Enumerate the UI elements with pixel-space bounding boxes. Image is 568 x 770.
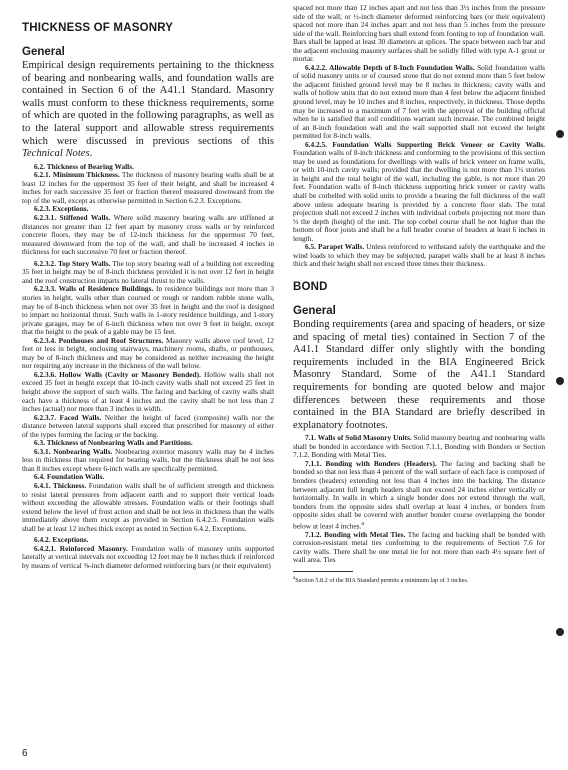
para-6-5: 6.5. Parapet Walls. Unless reinforced to withstand safely the earthquake and the wind loads to which they may be subjected, parapet walls shall be at least 8 inches thick and their height shall not exceed three times their thickness. xyxy=(293,242,545,269)
bond-title: BOND xyxy=(293,280,328,293)
para-6-2-3-7: 6.2.3.7. Faced Walls. Neither the height of faced (composite) walls nor the distance between lateral supports shall exceed that prescribed for masonry of either of the types forming the facing or the backing. xyxy=(22,412,274,439)
footnote: $^a$Section 5.8.2 of the BIA Standard permits a minimum lap of 3 inches. xyxy=(293,574,469,584)
para-6-2-3-4: 6.2.3.4. Penthouses and Roof Structures. Masonry walls above roof level, 12 feet or less in height, enclosing stairways, machinery rooms, shafts, or penthouses, may be of 8-inch thickness and may be considered as neither increasing the height nor requiring any increase in the thickness of the wall below. xyxy=(22,335,274,371)
para-6-2-1: 6.2.1. Minimum Thickness. The thickness of masonry bearing walls shall be at least 12 inches for the uppermost 35 feet of their height, and shall be increased 4 inches for each successive 35 feet or fraction thereof measured downward from the top of the wall, except as otherwise permitted in Section 6.2.3. Exceptions. xyxy=(22,170,274,205)
general-heading: General xyxy=(22,46,65,58)
para-7-1: 7.1. Walls of Solid Masonry Units. Solid masonry bearing and nonbearing walls shall be bonded in accordance with Section 7.1.1, Bonding with Bonders or Section 7.1.2. Bonding with Metal Ties. xyxy=(293,433,545,460)
section-title: THICKNESS OF MASONRY xyxy=(22,22,174,34)
para-6-4-2-1-continued: spaced not more than 12 inches apart and not less than 3½ inches from the pressure side of the wall; or ½-inch diameter deformed reinforcing bars (or their equivalent) spaced not more than 24 inches apart and not less than 5 inches from the pressure side of the wall. Reinforcing bars shall extend from footing to top of foundation wall. Bars shall be lapped at least 30 diameters at splices. The space between each bar and the adjacent enclosing masonry surfaces shall be solidly filled with type A-1 grout or mortar. xyxy=(293,3,545,64)
footnote-divider xyxy=(293,571,353,572)
para-6-2-3-6: 6.2.3.6. Hollow Walls (Cavity or Masonry Bonded). Hollow walls shall not exceed 35 feet in height except that 10-inch cavity walls shall not exceed 25 feet in height above the support of such walls. The facing and backing of cavity walls shall each have a thickness of at least 4 inches and the cavity shall be not less than 2 inches (actual) nor more than 3 inches in width. xyxy=(22,369,274,414)
para-6-4-2-1: 6.4.2.1. Reinforced Masonry. Foundation walls of masonry units supported laterally at vertical intervals not exceeding 12 feet may be 8 inches thick if reinforced by means of vertical ⅜-inch diameter deformed reinforcing bars (or their equivalent) xyxy=(22,543,274,570)
bond-general-heading: General xyxy=(293,304,336,317)
para-6-4-1: 6.4.1. Thickness. Foundation walls shall be of sufficient strength and thickness to resist lateral pressures from adjacent earth and to support their vertical loads without exceeding the allowable stresses. Foundation walls or their footings shall extend below the level of frost action and shall be not less in thickness than the walls immediately above them except as provided in Section 6.4.2.5. Foundation walls shall be at least 12 inches thick except as noted in Section 6.4.2, Exceptions. xyxy=(22,480,274,533)
para-6-2-3-2: 6.2.3.2. Top Story Walls. The top story bearing wall of a building not exceeding 35 feet in height may be of 8-inch thickness provided it is not over 12 feet in height and the roof construction imparts no lateral thrust to the walls. xyxy=(22,258,274,285)
heading-6-4-2: 6.4.2. Exceptions. xyxy=(34,535,89,545)
bond-intro-paragraph: Bonding requirements (area and spacing of headers, or size and spacing of metal ties) contained in Section 7 of the A41.1 Standard differ only slightly with the bonding requirements included in the BIA Engineered Brick Masonry Standard. Some of the A41.1 Standard requirements for bonding are quoted below and major differences between these requirements and those contained in the BIA Standard are briefly described in explanatory footnotes. xyxy=(293,318,545,431)
left-column xyxy=(22,22,274,570)
heading-6-4: 6.4. Foundation Walls. xyxy=(34,472,105,482)
para-7-1-1: 7.1.1. Bonding with Bonders (Headers). The facing and backing shall be bonded so that not less than 4 percent of the wall surface of each face is composed of bonders (headers) extending not less than 4 inches into the backing. The distance between adjacent full length headers shall not exceed 24 inches either vertically or horizontally. In walls in which a single bonder does not extend through the wall, bonders from the opposite sides shall overlap at least 4 inches, or bonders from opposite sides shall be covered with another bonder course overlapping the bonder below at least 4 inches.$^a$ xyxy=(293,458,545,531)
punch-hole-mark xyxy=(556,130,564,138)
para-6-4-2-2: 6.4.2.2. Allowable Depth of 8-Inch Foundation Walls. Solid foundation walls of solid masonry units or of coursed stone that do not extend more than 5 feet below the adjacent finished ground level may be 8 inches in thickness; cavity walls and walls of hollow units that do not extend more than 4 feet below the adjacent finished ground level, may be 10 inches and 8 inches, respectively, in thickness. Those depths may be increased to a maximum of 7 feet with the approval of the building official when he is satisfied that soil conditions warrant such increase. The combined height of an 8-inch foundation wall and the wall supported shall not exceed the height permitted for 8-inch walls. xyxy=(293,62,545,141)
heading-6-2-3: 6.2.3. Exceptions. xyxy=(34,204,89,214)
para-6-4-2-5: 6.4.2.5. Foundation Walls Supporting Brick Veneer or Cavity Walls. Foundation walls of 8-inch thickness and conforming to the provisions of this section may be used as foundations for dwellings with walls of brick veneer on frame walls, or with 10-inch cavity walls; provided that the dwelling is not more than 1½ stories in height and the total height of the wall, including the gable, is not more than 20 feet. Foundation walls of 8-inch thickness supporting brick veneer or cavity walls shall be corbelled with solid units to provide a bearing the full thickness of the wall above unless adequate bearing is provided by a concrete floor slab. The total projection shall not exceed 2 inches with individual corbels projecting not more than ⅓ the depth (height) of the unit. The top corbel course shall be not higher than the bottom of floor joists and shall be a full header course of headers at least 6 inches in length. xyxy=(293,139,545,243)
para-7-1-2: 7.1.2. Bonding with Metal Ties. The facing and backing shall be bonded with corrosion-resistant metal ties conforming to the requirements of Section 7.6 for cavity walls. There shall be one metal tie for not more than each 4½ square feet of wall area. Ties xyxy=(293,529,545,565)
heading-6-2: 6.2. Thickness of Bearing Walls. xyxy=(34,161,134,171)
intro-paragraph: Empirical design requirements pertaining to the thickness of bearing and nonbearing walls, and foundation walls are contained in Section 6 of the A41.1 Standard. Masonry walls must conform to these thickness requirements, some of which are quoted in the following paragraphs, as well as to the lateral support and allowable stress requirements which were discussed in previous sections of this Technical Notes. xyxy=(22,60,274,160)
punch-hole-mark xyxy=(556,628,564,636)
punch-hole-mark xyxy=(556,377,564,385)
footnote-ref: a xyxy=(361,520,365,527)
right-column xyxy=(293,4,545,585)
page-number: 6 xyxy=(22,748,28,759)
para-6-2-3-3: 6.2.3.3. Walls of Residence Buildings. In residence buildings not more than 3 stories in height, walls other than coursed or rough or random rubble stone walls, may be of 8-inch thickness when not over 35 feet in height and the roof is designed to impart no horizontal thrust. Such walls in 1-story residence buildings, and 1-story private garages, may be of 6-inch thickness when not over 9 feet in height, except that the height to the peak of a gable may be 15 feet. xyxy=(22,284,274,337)
para-6-2-3-1: 6.2.3.1. Stiffened Walls. Where solid masonry bearing walls are stiffened at distances not greater than 12 feet apart by masonry cross walls or by reinforced concrete floors, they may be of 12-inch thickness for the uppermost 70 feet, measured downward from the top of the wall, and shall be increased 4 inches in thickness for each successive 70 feet or fraction thereof. xyxy=(22,213,274,257)
heading-6-3: 6.3. Thickness of Nonbearing Walls and Partitions. xyxy=(34,438,193,448)
para-6-3-1: 6.3.1. Nonbearing Walls. Nonbearing exterior masonry walls may be 4 inches less in thickness than required for bearing walls, but the thickness shall be not less than 8 inches except where 6-inch walls are specifically permitted. xyxy=(22,446,274,473)
